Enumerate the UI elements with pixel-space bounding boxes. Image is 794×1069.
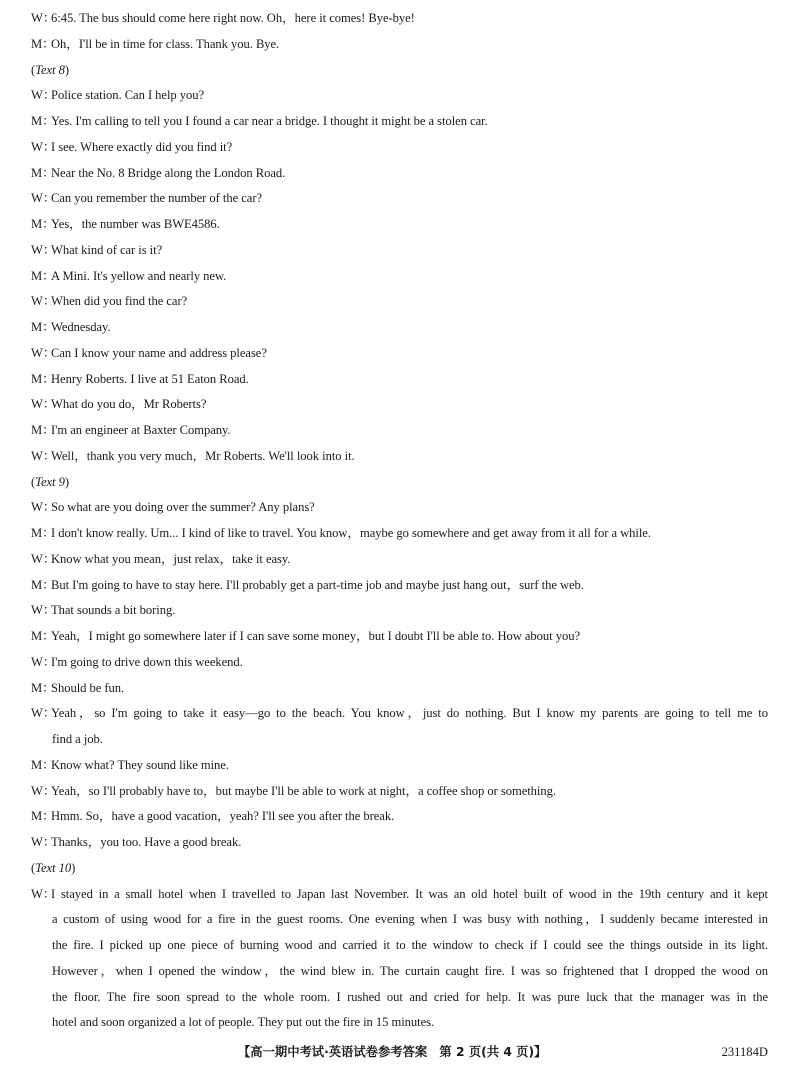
utterance-text: Police station. Can I help you? bbox=[51, 88, 205, 103]
utterance-text: Oh，I'll be in time for class. Thank you. Bye. bbox=[51, 36, 280, 51]
dialogue-line bbox=[31, 784, 768, 798]
speaker-tag: M： bbox=[31, 423, 55, 437]
section-label bbox=[31, 63, 768, 77]
dialogue-line bbox=[31, 372, 768, 386]
speaker-tag: W： bbox=[31, 448, 56, 463]
speaker-tag: W： bbox=[31, 11, 56, 25]
utterance-text: Can you remember the number of the car? bbox=[51, 191, 263, 206]
section-label bbox=[31, 861, 768, 875]
speaker-tag: W： bbox=[31, 551, 56, 566]
speaker-tag: W： bbox=[31, 88, 56, 103]
utterance-text: Wednesday. bbox=[51, 320, 111, 334]
label-paren: ) bbox=[64, 474, 69, 489]
speaker-tag: M： bbox=[31, 577, 55, 592]
dialogue-line bbox=[31, 88, 768, 102]
utterance-text: So what are you doing over the summer? Any plans? bbox=[51, 500, 315, 515]
utterance-text: Hmm. So，have a good vacation，yeah? I'll see you after the break. bbox=[51, 809, 395, 824]
utterance-text: What kind of car is it? bbox=[51, 242, 163, 257]
utterance-text: I don't know really. Um... I kind of like to travel. You know，maybe go somewhere and get away from it all for a while. bbox=[51, 526, 651, 540]
label-paren: ( bbox=[31, 860, 36, 875]
utterance-text: Know what? They sound like mine. bbox=[51, 757, 229, 772]
footer-paper-code: 231184D bbox=[721, 1045, 768, 1059]
speaker-tag: M： bbox=[31, 629, 55, 643]
speaker-tag: M： bbox=[31, 320, 55, 334]
dialogue-line bbox=[31, 140, 768, 154]
speaker-tag: W： bbox=[31, 294, 56, 309]
dialogue-line bbox=[31, 423, 768, 437]
dialogue-continuation: However，when I opened the window，the wind blew in. The curtain caught fire. I was so frightened that I dropped the wood on bbox=[52, 963, 768, 978]
speaker-tag: W： bbox=[31, 500, 56, 515]
dialogue-line bbox=[31, 578, 768, 592]
speaker-tag: M： bbox=[31, 680, 55, 695]
footer-exam-title: 【高一期中考试·英语试卷参考答案 第 2 页(共 4 页)】 bbox=[238, 1045, 547, 1059]
dialogue-line bbox=[31, 681, 768, 695]
dialogue-continuation: a custom of using wood for a fire in the guest rooms. One evening when I was busy with nothing，I suddenly became interested in bbox=[52, 912, 768, 927]
speaker-tag: W： bbox=[31, 783, 56, 798]
dialogue-line bbox=[31, 397, 768, 411]
section-label-text: Text 8 bbox=[35, 62, 65, 77]
dialogue-line bbox=[31, 11, 768, 25]
dialogue-line bbox=[31, 500, 768, 514]
label-paren: ) bbox=[64, 62, 69, 77]
label-paren: ) bbox=[71, 860, 76, 875]
section-label bbox=[31, 475, 768, 489]
utterance-text: Near the No. 8 Bridge along the London Road. bbox=[51, 165, 286, 180]
dialogue-line bbox=[31, 706, 768, 720]
speaker-tag: W： bbox=[31, 139, 56, 154]
dialogue-line bbox=[31, 37, 768, 51]
dialogue-line bbox=[31, 629, 768, 643]
utterance-text: A Mini. It's yellow and nearly new. bbox=[51, 268, 227, 283]
dialogue-continuation: the fire. I picked up one piece of burning wood and carried it to the window to check if I could see the things outside in its light. bbox=[52, 938, 768, 952]
dialogue-line bbox=[31, 320, 768, 334]
speaker-tag: M： bbox=[31, 217, 55, 231]
utterance-text: Yes，the number was BWE4586. bbox=[51, 217, 220, 231]
speaker-tag: W： bbox=[31, 191, 56, 206]
label-paren: ( bbox=[31, 474, 36, 489]
utterance-text: Yes. I'm calling to tell you I found a car near a bridge. I thought it might be a stolen car. bbox=[51, 114, 488, 128]
utterance-text: Henry Roberts. I live at 51 Eaton Road. bbox=[51, 371, 249, 386]
dialogue-line bbox=[31, 835, 768, 849]
dialogue-line bbox=[31, 294, 768, 308]
utterance-text: Yeah，so I'm going to take it easy—go to the beach. You know，just do nothing. But I know my parents are going to tell me to bbox=[51, 706, 768, 721]
speaker-tag: W： bbox=[31, 397, 56, 412]
utterance-text: I'm an engineer at Baxter Company. bbox=[51, 423, 231, 437]
dialogue-line bbox=[31, 655, 768, 669]
section-label-text: Text 9 bbox=[35, 474, 65, 489]
speaker-tag: W： bbox=[31, 345, 56, 360]
dialogue-line bbox=[31, 114, 768, 128]
speaker-tag: M： bbox=[31, 757, 55, 772]
utterance-text: Well，thank you very much，Mr Roberts. We'll look into it. bbox=[51, 448, 355, 463]
utterance-text: That sounds a bit boring. bbox=[51, 603, 176, 618]
speaker-tag: M： bbox=[31, 268, 55, 283]
dialogue-line bbox=[31, 217, 768, 231]
dialogue-continuation: hotel and soon organized a lot of people. They put out the fire in 15 minutes. bbox=[52, 1015, 435, 1030]
dialogue-line bbox=[31, 758, 768, 772]
dialogue-line bbox=[31, 526, 768, 540]
speaker-tag: M： bbox=[31, 809, 55, 824]
dialogue-continuation: the floor. The fire soon spread to the whole room. I rushed out and cried for help. It was pure luck that the manager was in the bbox=[52, 989, 768, 1004]
utterance-text: But I'm going to have to stay here. I'll probably get a part-time job and maybe just hang out，surf the web. bbox=[51, 577, 584, 592]
utterance-text: Yeah，I might go somewhere later if I can save some money，but I doubt I'll be able to. How about you? bbox=[51, 629, 580, 643]
speaker-tag: W： bbox=[31, 242, 56, 257]
dialogue-line bbox=[31, 346, 768, 360]
utterance-text: Thanks，you too. Have a good break. bbox=[51, 835, 242, 849]
dialogue-continuation: find a job. bbox=[52, 732, 103, 746]
dialogue-line bbox=[31, 449, 768, 463]
speaker-tag: W： bbox=[31, 886, 56, 901]
dialogue-line bbox=[31, 552, 768, 566]
page-footer bbox=[0, 1044, 794, 1060]
label-paren: ( bbox=[31, 62, 36, 77]
utterance-text: Know what you mean，just relax，take it easy. bbox=[51, 551, 291, 566]
dialogue-line bbox=[31, 243, 768, 257]
utterance-text: When did you find the car? bbox=[51, 294, 188, 309]
utterance-text: I stayed in a small hotel when I travelled to Japan last November. It was an old hotel built of wood in the 19th century and it kept bbox=[51, 886, 768, 901]
dialogue-line bbox=[31, 269, 768, 283]
utterance-text: Can I know your name and address please? bbox=[51, 345, 267, 360]
utterance-text: What do you do，Mr Roberts? bbox=[51, 397, 207, 412]
dialogue-line bbox=[31, 887, 768, 901]
utterance-text: 6:45. The bus should come here right now. Oh，here it comes! Bye-bye! bbox=[51, 11, 415, 25]
speaker-tag: M： bbox=[31, 371, 55, 386]
utterance-text: Should be fun. bbox=[51, 680, 125, 695]
dialogue-line bbox=[31, 191, 768, 205]
utterance-text: Yeah，so I'll probably have to，but maybe I'll be able to work at night，a coffee shop or something. bbox=[51, 783, 556, 798]
dialogue-line bbox=[31, 809, 768, 823]
speaker-tag: W： bbox=[31, 654, 56, 669]
speaker-tag: M： bbox=[31, 526, 55, 540]
speaker-tag: W： bbox=[31, 835, 56, 849]
speaker-tag: M： bbox=[31, 36, 55, 51]
dialogue-line bbox=[31, 166, 768, 180]
speaker-tag: W： bbox=[31, 706, 56, 721]
speaker-tag: W： bbox=[31, 603, 56, 618]
dialogue-line bbox=[31, 603, 768, 617]
utterance-text: I see. Where exactly did you find it? bbox=[51, 139, 233, 154]
utterance-text: I'm going to drive down this weekend. bbox=[51, 654, 243, 669]
speaker-tag: M： bbox=[31, 165, 55, 180]
section-label-text: Text 10 bbox=[35, 860, 72, 875]
speaker-tag: M： bbox=[31, 114, 55, 128]
